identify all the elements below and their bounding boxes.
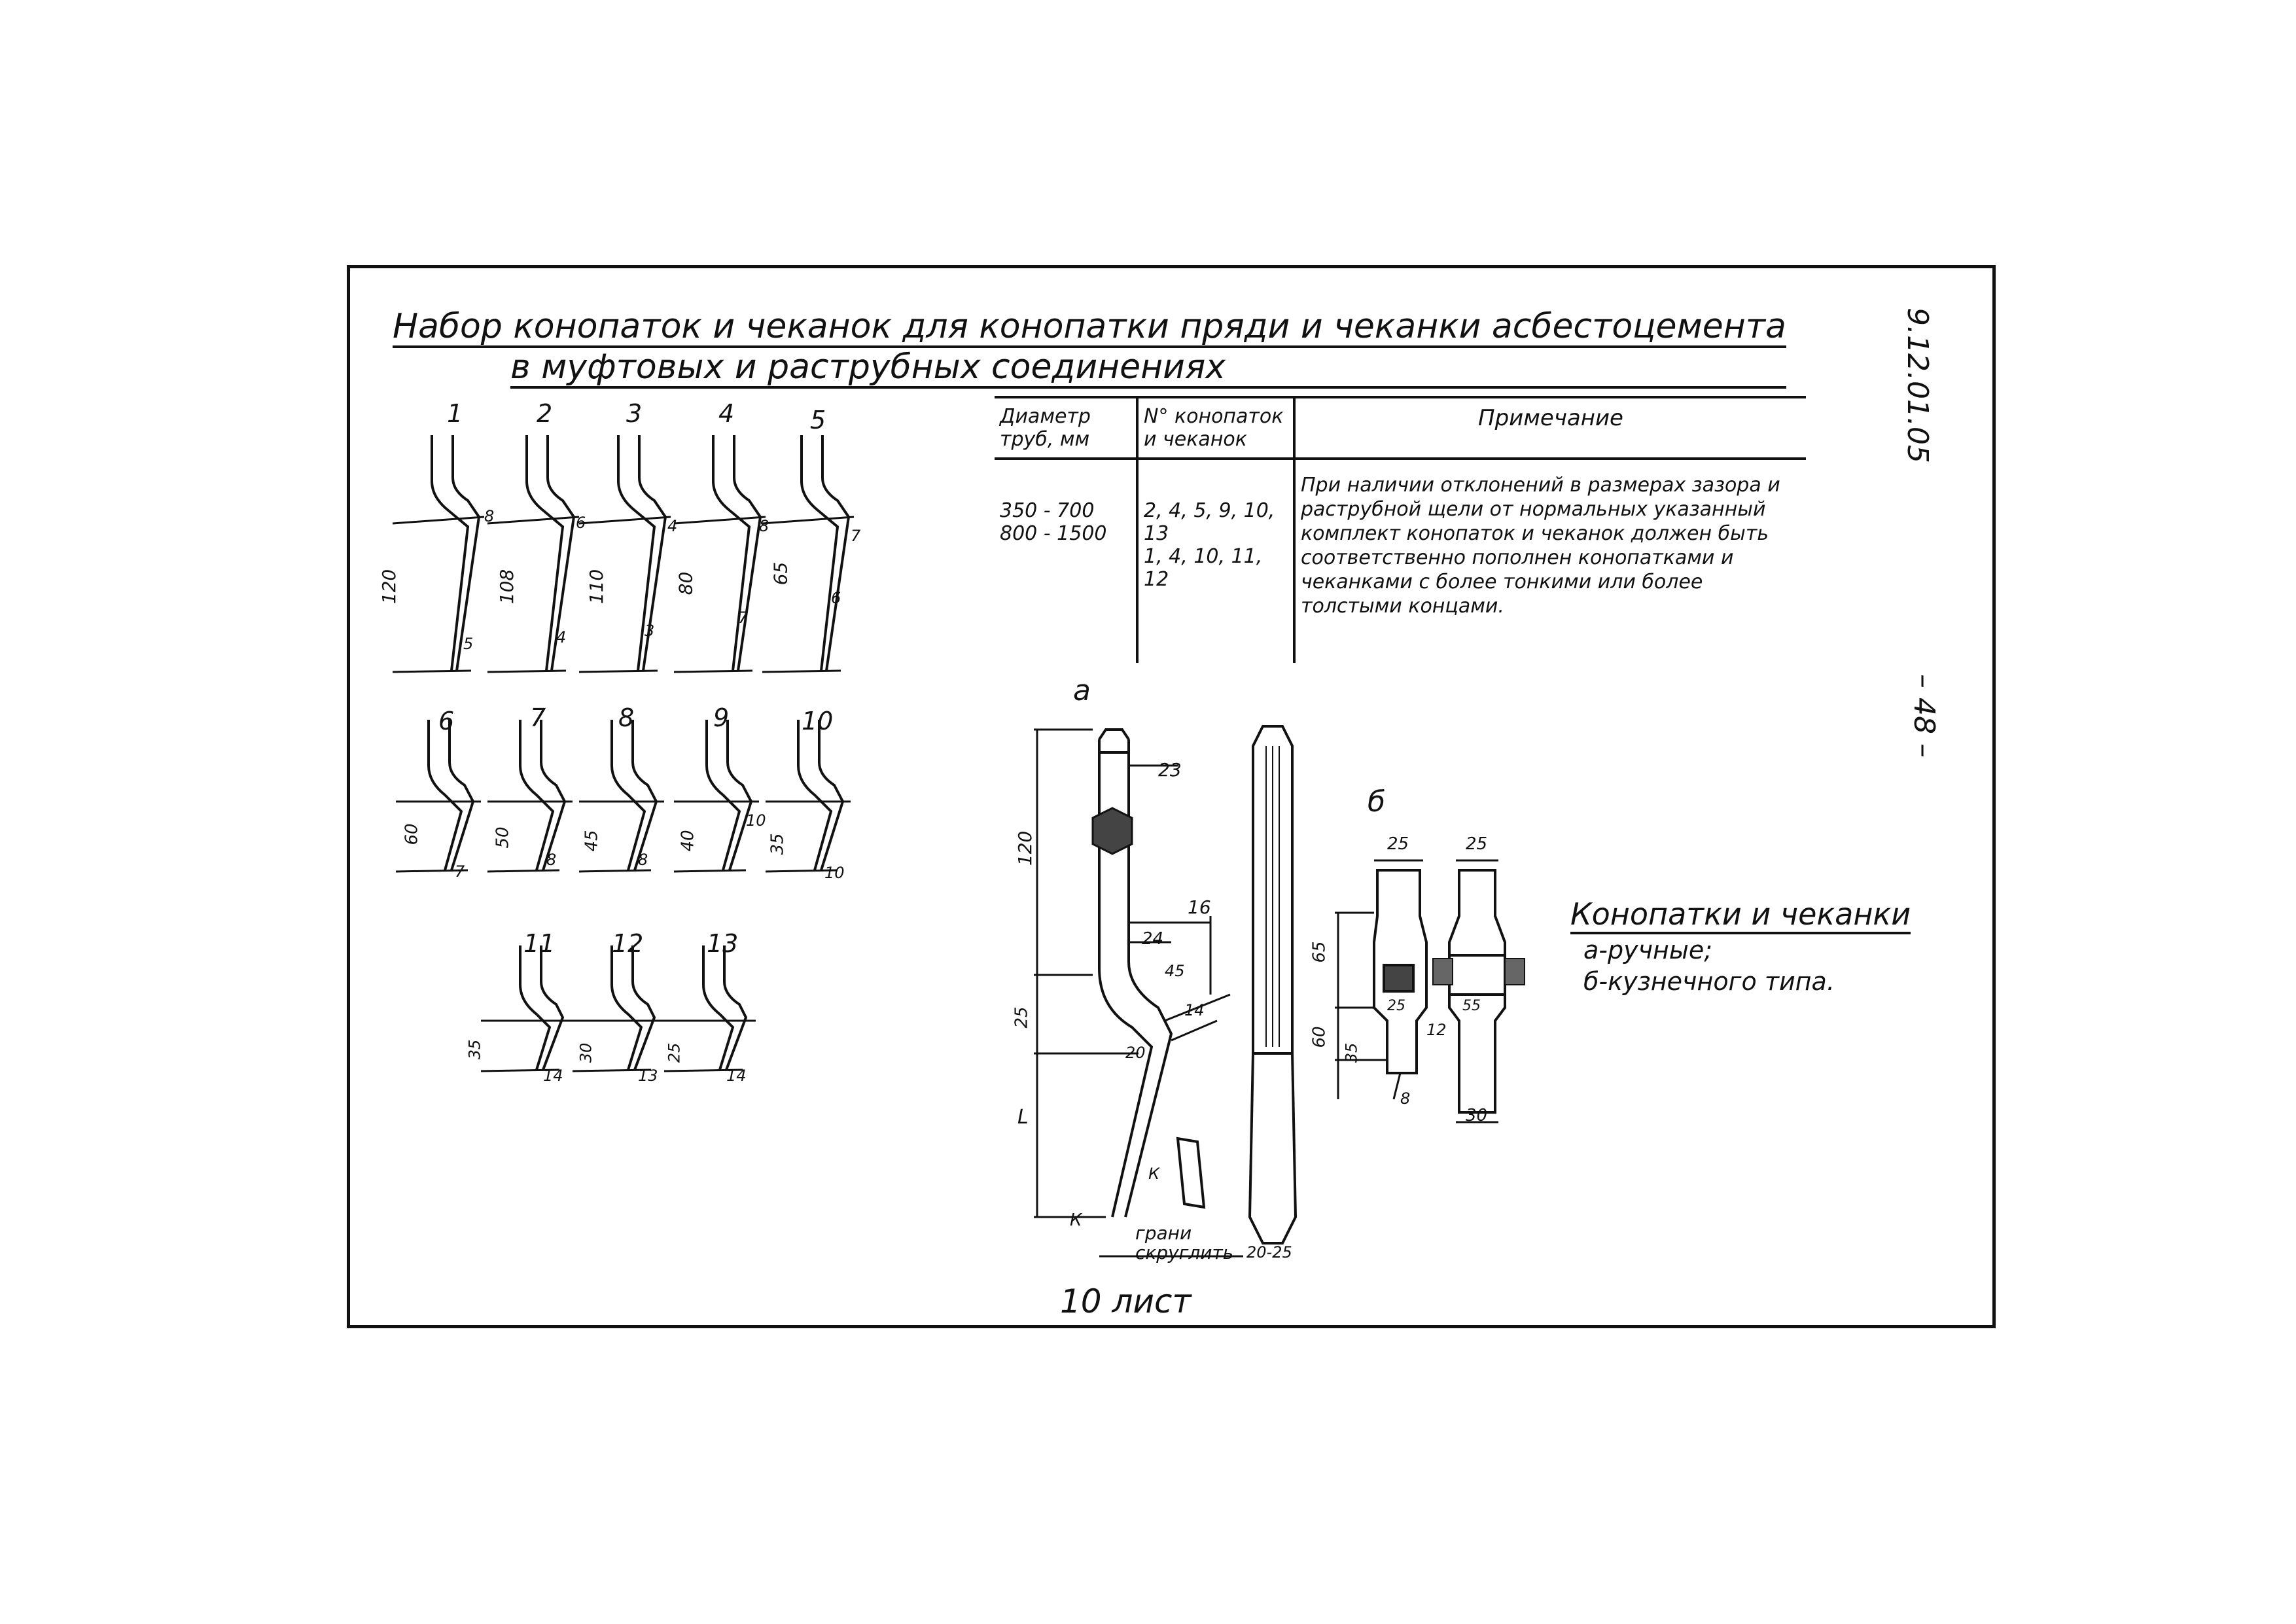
dimension-label: 30 — [576, 1042, 595, 1063]
dimension-label: 35 — [768, 833, 788, 855]
dimension-label: 120 — [1014, 830, 1036, 866]
detail-a-side-view — [1034, 730, 1243, 1256]
dimension-label: L — [1017, 1106, 1029, 1129]
tool-number: 2 — [537, 399, 553, 428]
tool-number: 3 — [626, 399, 643, 428]
legend-heading: Конопатки и чеканки — [1570, 896, 1911, 934]
dimension-label: 65 — [1309, 941, 1330, 963]
detail-b-front-view — [1433, 860, 1525, 1122]
tip-label: 14 — [726, 1067, 747, 1085]
tip-label: 7 — [738, 609, 749, 627]
tool-number: 12 — [612, 929, 644, 958]
tool-number: 9 — [713, 703, 730, 732]
diameter-value: 350 - 700 — [1000, 499, 1095, 522]
tip-label: 5 — [463, 635, 474, 653]
tool-number: 13 — [707, 929, 739, 958]
dimension-label: К — [1148, 1165, 1160, 1183]
tool-7 — [487, 720, 573, 872]
tool-number: 6 — [438, 707, 455, 735]
tip-label: 10 — [746, 811, 766, 830]
dimension-label: 12 — [1426, 1021, 1447, 1039]
page-number: – 48 – — [1907, 674, 1941, 758]
tool-number: 8 — [618, 703, 635, 732]
width-label: 8 — [484, 507, 495, 525]
tool-6 — [396, 720, 481, 872]
header-diameter: Диаметр труб, мм — [995, 397, 1137, 459]
dimension-label: 45 — [1165, 962, 1185, 980]
dimension-label: 60 — [1309, 1026, 1330, 1048]
tool-number: 7 — [530, 703, 546, 732]
dimension-label: 30 — [1466, 1106, 1488, 1125]
dimension-label: 110 — [586, 569, 608, 605]
tip-label: 13 — [638, 1067, 658, 1085]
tip-label: 8 — [638, 851, 648, 869]
dimension-label: К — [1070, 1210, 1082, 1230]
dimension-label: 25 — [1012, 1006, 1032, 1029]
sheet-footer: 10 лист — [1060, 1282, 1192, 1320]
tip-label: 4 — [556, 628, 567, 646]
dimension-label: 25 — [1387, 834, 1409, 854]
detail-b-label: б — [1368, 785, 1386, 819]
dimension-label: 25 — [665, 1042, 684, 1063]
tool-4 — [674, 435, 766, 672]
dimension-label: 80 — [675, 571, 697, 595]
detail-a-front-view — [1250, 726, 1296, 1243]
diameter-value: 800 - 1500 — [1000, 522, 1107, 545]
dimension-label: 60 — [402, 823, 422, 845]
dimension-label: 25 — [1387, 998, 1405, 1014]
width-note: 20-25 — [1246, 1243, 1292, 1262]
dimension-label: 20 — [1125, 1044, 1146, 1062]
tool-number: 4 — [718, 399, 735, 428]
tip-label: 10 — [824, 864, 845, 882]
dimension-label: 23 — [1158, 759, 1182, 781]
tool-3 — [579, 435, 671, 672]
legend-item: б-кузнечного типа. — [1583, 967, 1835, 996]
dimension-label: 120 — [378, 569, 400, 605]
title-line-1: Набор конопаток и чеканок для конопатки пряди и чеканки асбестоцемента — [393, 308, 1786, 348]
tool-5 — [762, 435, 854, 672]
dimension-label: 50 — [493, 826, 513, 849]
dimension-label: 35 — [465, 1039, 484, 1060]
sheet-code: 9.12.01.05 — [1901, 308, 1934, 463]
title-line-2: в муфтовых и раструбных соединениях — [510, 348, 1786, 389]
tip-label: 6 — [831, 589, 841, 607]
dimension-label: 24 — [1142, 929, 1164, 949]
note-cell: При наличии отклонений в размерах зазора и раструбной щели от нормальных указанный комплект конопаток и чеканок должен быть соответственно пополнен конопатками и чеканками с более тонкими или более толстыми концами. — [1294, 459, 1806, 663]
tool-number: 10 — [802, 707, 834, 735]
width-label: 7 — [851, 527, 861, 545]
grani-note: грани скруглить — [1135, 1222, 1234, 1263]
dimension-label: 16 — [1188, 896, 1211, 918]
dimension-label: 55 — [1462, 998, 1481, 1014]
tip-label: 8 — [546, 851, 557, 869]
dimension-label: 108 — [496, 569, 518, 605]
dimension-label: 14 — [1184, 1001, 1205, 1019]
tool-number: 1 — [447, 399, 463, 428]
width-label: 4 — [667, 517, 678, 535]
dimension-label: 45 — [582, 830, 602, 852]
tool-number: 11 — [523, 929, 556, 958]
dimension-label: 8 — [1400, 1089, 1411, 1108]
dimension-label: 65 — [769, 561, 792, 586]
detail-b-side-view — [1335, 860, 1426, 1099]
legend-item: а-ручные; — [1583, 936, 1713, 964]
dimension-label: 40 — [678, 830, 698, 852]
tool-number: 5 — [810, 406, 826, 434]
dimension-label: 35 — [1342, 1042, 1361, 1063]
tip-label: 3 — [645, 622, 655, 640]
header-numbers: N° конопаток и чеканок — [1137, 397, 1294, 459]
numbers-value: 1, 4, 10, 11, 12 — [1144, 545, 1263, 591]
width-label: 6 — [576, 514, 586, 532]
numbers-value: 2, 4, 5, 9, 10, 13 — [1144, 499, 1275, 545]
tool-11 — [481, 945, 573, 1071]
detail-a-label: а — [1073, 674, 1091, 707]
width-label: 8 — [759, 517, 769, 535]
legend — [1570, 896, 1911, 997]
tip-label: 7 — [455, 862, 465, 881]
dimension-label: 25 — [1466, 834, 1488, 854]
header-note: Примечание — [1294, 397, 1806, 459]
tip-label: 14 — [543, 1067, 563, 1085]
